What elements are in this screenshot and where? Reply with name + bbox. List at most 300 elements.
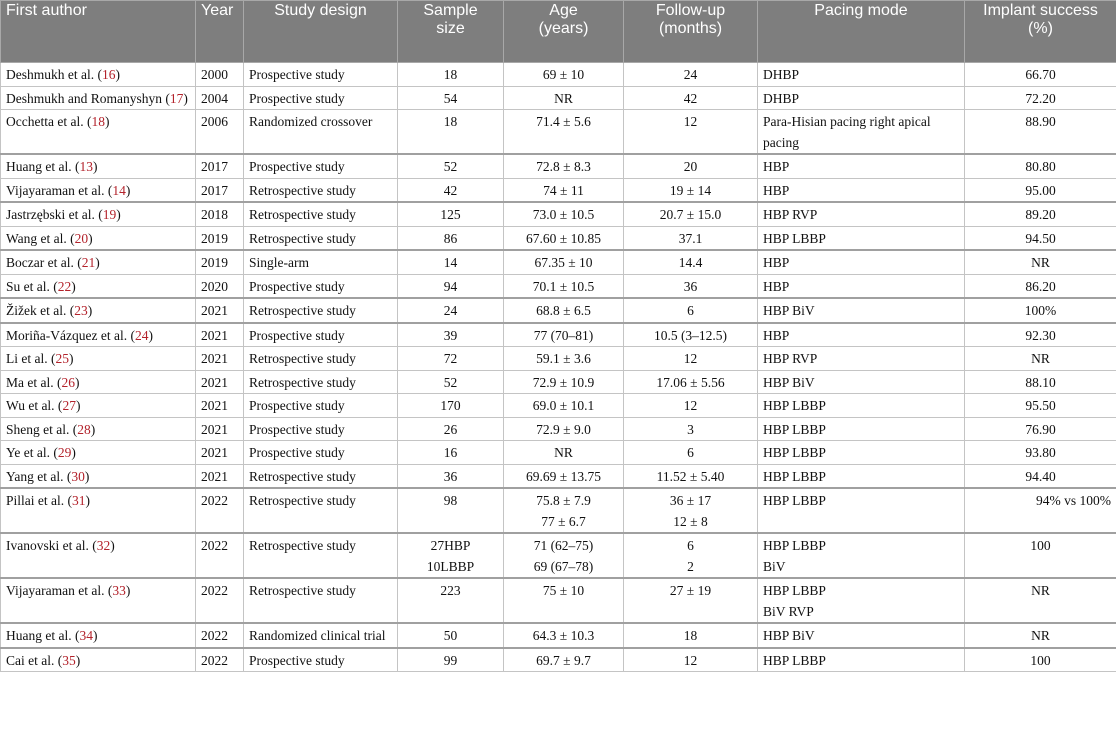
design-value: Prospective study xyxy=(249,445,345,460)
design-value: Retrospective study xyxy=(249,351,356,366)
cell-first-author xyxy=(1,178,196,202)
followup-value: 2 xyxy=(687,558,694,574)
cell-implant-success xyxy=(965,274,1116,298)
followup-value: 14.4 xyxy=(678,255,703,270)
cell-implant-success xyxy=(965,250,1116,274)
reference-link: 14 xyxy=(112,182,126,198)
cell-implant-success xyxy=(965,464,1116,488)
cell-year xyxy=(196,86,244,110)
cell-sample-size xyxy=(398,202,504,226)
age-value: NR xyxy=(554,445,573,460)
followup-value: 20 xyxy=(683,159,698,174)
author-name: Ma et al. ( xyxy=(6,374,62,390)
cell-sample-size xyxy=(398,370,504,394)
reference-link: 20 xyxy=(74,230,89,246)
cell-first-author xyxy=(1,250,196,274)
cell-first-author xyxy=(1,533,196,578)
header-text: Pacing mode xyxy=(814,2,908,19)
cell-first-author xyxy=(1,623,196,648)
followup-value: 19 ± 14 xyxy=(669,182,712,198)
age-value: 67.60 ± 10.85 xyxy=(526,230,601,246)
cell-study-design xyxy=(244,417,398,441)
age-value: 77 (70–81) xyxy=(533,327,594,343)
followup-value: 42 xyxy=(683,90,698,106)
year-value: 2019 xyxy=(201,255,228,270)
header-pacing-mode xyxy=(758,1,965,63)
author-name: Ye et al. ( xyxy=(6,445,58,460)
cell-study-design xyxy=(244,226,398,250)
success-value: 93.80 xyxy=(1025,445,1056,460)
cell-age xyxy=(504,274,624,298)
success-value: 94.50 xyxy=(1025,230,1056,246)
cell-pacing-mode xyxy=(758,202,965,226)
age-value: 71 (62–75) xyxy=(533,538,594,553)
reference-link: 23 xyxy=(74,303,88,318)
age-value: 69.69 ± 13.75 xyxy=(526,468,601,484)
age-value: 59.1 ± 3.6 xyxy=(536,351,591,366)
followup-value: 11.52 ± 5.40 xyxy=(656,468,725,484)
header-study-design xyxy=(244,1,398,63)
author-name: Ivanovski et al. ( xyxy=(6,538,97,553)
pacing-value: HBP BiV xyxy=(763,374,815,390)
pacing-value: DHBP xyxy=(763,90,800,106)
success-value: 80.80 xyxy=(1025,159,1056,174)
table-row xyxy=(1,226,1116,250)
design-value: Retrospective study xyxy=(249,182,356,198)
cell-age xyxy=(504,250,624,274)
cell-year xyxy=(196,623,244,648)
cell-age xyxy=(504,226,624,250)
author-close-paren: ) xyxy=(85,493,90,508)
pacing-value: HBP BiV xyxy=(763,628,815,643)
sample-value: 18 xyxy=(443,114,458,129)
design-value: Prospective study xyxy=(249,159,345,174)
cell-pacing-mode xyxy=(758,323,965,347)
cell-age xyxy=(504,417,624,441)
year-value: 2022 xyxy=(201,652,228,668)
cell-sample-size xyxy=(398,323,504,347)
sample-value: 10LBBP xyxy=(426,558,475,574)
year-value: 2004 xyxy=(201,90,228,106)
cell-follow-up xyxy=(624,464,758,488)
cell-sample-size xyxy=(398,441,504,465)
sample-value: 42 xyxy=(443,182,458,198)
cell-follow-up xyxy=(624,323,758,347)
reference-link: 29 xyxy=(57,445,72,460)
year-value: 2021 xyxy=(201,421,228,437)
author-name: Jastrzębski et al. ( xyxy=(6,207,103,222)
followup-value: 6 xyxy=(687,303,694,318)
followup-value: 10.5 (3–12.5) xyxy=(653,327,728,343)
cell-follow-up xyxy=(624,370,758,394)
cell-year xyxy=(196,464,244,488)
followup-value: 12 xyxy=(683,398,698,413)
cell-sample-size xyxy=(398,488,504,533)
success-value: 88.90 xyxy=(1025,114,1056,129)
cell-first-author xyxy=(1,417,196,441)
author-name: Moriña-Vázquez et al. ( xyxy=(6,327,135,343)
pacing-value: Para-Hisian pacing right apical pacing xyxy=(763,114,931,150)
cell-sample-size xyxy=(398,464,504,488)
table-row xyxy=(1,648,1116,672)
cell-age xyxy=(504,86,624,110)
author-close-paren: ) xyxy=(116,207,121,222)
design-value: Prospective study xyxy=(249,652,345,668)
sample-value: 36 xyxy=(443,468,458,484)
year-value: 2022 xyxy=(201,493,228,508)
pacing-value: BiV RVP xyxy=(763,603,814,619)
cell-pacing-mode xyxy=(758,250,965,274)
pacing-value: BiV xyxy=(763,558,786,574)
cell-year xyxy=(196,347,244,371)
cell-pacing-mode xyxy=(758,394,965,418)
cell-implant-success xyxy=(965,178,1116,202)
cell-first-author xyxy=(1,441,196,465)
cell-first-author xyxy=(1,464,196,488)
pacing-value: HBP LBBP xyxy=(763,652,826,668)
author-name: Wu et al. ( xyxy=(6,398,63,413)
author-name: Sheng et al. ( xyxy=(6,421,78,437)
cell-implant-success xyxy=(965,488,1116,533)
year-value: 2021 xyxy=(201,468,228,484)
cell-sample-size xyxy=(398,623,504,648)
header-row xyxy=(1,1,1116,63)
year-value: 2022 xyxy=(201,583,228,598)
author-name: Huang et al. ( xyxy=(6,628,80,643)
cell-pacing-mode xyxy=(758,533,965,578)
cell-implant-success xyxy=(965,298,1116,323)
header-text: Study design xyxy=(274,2,367,19)
age-value: 69.7 ± 9.7 xyxy=(536,652,591,668)
year-value: 2019 xyxy=(201,230,228,246)
cell-pacing-mode xyxy=(758,63,965,87)
cell-first-author xyxy=(1,298,196,323)
cell-age xyxy=(504,110,624,155)
pacing-value: HBP LBBP xyxy=(763,421,826,437)
followup-value: 17.06 ± 5.56 xyxy=(656,374,725,390)
cell-implant-success xyxy=(965,226,1116,250)
reference-link: 32 xyxy=(96,538,111,553)
cell-pacing-mode xyxy=(758,623,965,648)
cell-follow-up xyxy=(624,250,758,274)
cell-year xyxy=(196,323,244,347)
table-row xyxy=(1,110,1116,155)
cell-follow-up xyxy=(624,110,758,155)
author-close-paren: ) xyxy=(92,628,98,643)
success-value: 100 xyxy=(1030,538,1051,553)
table-row xyxy=(1,394,1116,418)
table-row xyxy=(1,63,1116,87)
year-value: 2018 xyxy=(201,207,228,222)
pacing-value: HBP xyxy=(763,255,790,270)
success-value: 92.30 xyxy=(1025,327,1056,343)
year-value: 2006 xyxy=(201,114,228,129)
cell-follow-up xyxy=(624,63,758,87)
cell-pacing-mode xyxy=(758,441,965,465)
pacing-value: HBP BiV xyxy=(763,303,815,318)
success-value: 66.70 xyxy=(1025,67,1056,82)
table-row xyxy=(1,298,1116,323)
age-value: 77 ± 6.7 xyxy=(541,513,586,529)
cell-age xyxy=(504,464,624,488)
reference-link: 19 xyxy=(102,207,117,222)
design-value: Prospective study xyxy=(249,327,345,343)
design-value: Retrospective study xyxy=(249,374,356,390)
cell-study-design xyxy=(244,250,398,274)
sample-value: 52 xyxy=(443,159,458,174)
pacing-value: HBP xyxy=(763,182,790,198)
author-close-paren: ) xyxy=(84,468,90,484)
sample-value: 18 xyxy=(443,67,458,82)
pacing-value: HBP LBBP xyxy=(763,398,826,413)
cell-pacing-mode xyxy=(758,578,965,623)
design-value: Retrospective study xyxy=(249,303,356,318)
cell-sample-size xyxy=(398,347,504,371)
age-value: 69.0 ± 10.1 xyxy=(532,398,595,413)
cell-age xyxy=(504,533,624,578)
pacing-value: HBP LBBP xyxy=(763,230,826,246)
cell-first-author xyxy=(1,488,196,533)
cell-age xyxy=(504,441,624,465)
cell-sample-size xyxy=(398,178,504,202)
cell-year xyxy=(196,298,244,323)
sample-value: 223 xyxy=(440,583,461,598)
cell-year xyxy=(196,394,244,418)
author-close-paren: ) xyxy=(71,445,76,460)
author-name: Cai et al. ( xyxy=(6,652,63,668)
success-value: 100% xyxy=(1024,303,1057,318)
cell-first-author xyxy=(1,226,196,250)
sample-value: 24 xyxy=(443,303,458,318)
age-value: 73.0 ± 10.5 xyxy=(532,207,595,222)
cell-year xyxy=(196,441,244,465)
author-close-paren: ) xyxy=(71,278,76,294)
success-value: 95.50 xyxy=(1025,398,1056,413)
year-value: 2020 xyxy=(201,278,228,294)
cell-implant-success xyxy=(965,202,1116,226)
age-value: 75 ± 10 xyxy=(542,583,585,598)
reference-link: 25 xyxy=(55,351,69,366)
table-row xyxy=(1,178,1116,202)
table-row xyxy=(1,370,1116,394)
sample-value: 98 xyxy=(443,493,458,508)
author-close-paren: ) xyxy=(90,421,96,437)
cell-study-design xyxy=(244,63,398,87)
author-close-paren: ) xyxy=(74,374,80,390)
success-value: 89.20 xyxy=(1025,207,1056,222)
sample-value: 86 xyxy=(443,230,458,246)
author-close-paren: ) xyxy=(68,351,74,366)
cell-study-design xyxy=(244,394,398,418)
cell-pacing-mode xyxy=(758,488,965,533)
cell-study-design xyxy=(244,347,398,371)
cell-year xyxy=(196,154,244,178)
cell-implant-success xyxy=(965,347,1116,371)
header-text: Age xyxy=(549,2,578,19)
header-text: Implant success xyxy=(983,2,1098,19)
cell-sample-size xyxy=(398,250,504,274)
cell-age xyxy=(504,323,624,347)
followup-value: 12 xyxy=(683,652,698,668)
followup-value: 12 xyxy=(683,114,698,129)
cell-year xyxy=(196,110,244,155)
age-value: 67.35 ± 10 xyxy=(534,255,593,270)
header-implant-success xyxy=(965,1,1116,63)
design-value: Retrospective study xyxy=(249,230,356,246)
sample-value: 72 xyxy=(443,351,458,366)
design-value: Prospective study xyxy=(249,421,345,437)
cell-first-author xyxy=(1,202,196,226)
cell-study-design xyxy=(244,370,398,394)
cell-pacing-mode xyxy=(758,226,965,250)
cell-pacing-mode xyxy=(758,347,965,371)
design-value: Retrospective study xyxy=(249,583,356,598)
cell-study-design xyxy=(244,578,398,623)
followup-value: 18 xyxy=(683,628,698,643)
cell-age xyxy=(504,370,624,394)
success-value: 95.00 xyxy=(1025,182,1056,198)
success-value: 94.40 xyxy=(1025,468,1056,484)
cell-follow-up xyxy=(624,202,758,226)
cell-follow-up xyxy=(624,226,758,250)
cell-study-design xyxy=(244,488,398,533)
sample-value: 16 xyxy=(443,445,458,460)
cell-follow-up xyxy=(624,274,758,298)
author-name: Vijayaraman et al. ( xyxy=(6,583,113,598)
cell-pacing-mode xyxy=(758,464,965,488)
author-name: Yang et al. ( xyxy=(6,468,72,484)
table-row xyxy=(1,488,1116,533)
year-value: 2017 xyxy=(201,182,228,198)
cell-implant-success xyxy=(965,154,1116,178)
reference-link: 16 xyxy=(101,67,116,82)
followup-value: 36 xyxy=(683,278,698,294)
table-row xyxy=(1,533,1116,578)
author-close-paren: ) xyxy=(95,255,100,270)
age-value: 72.9 ± 9.0 xyxy=(536,421,591,437)
cell-sample-size xyxy=(398,63,504,87)
design-value: Retrospective study xyxy=(249,468,356,484)
cell-first-author xyxy=(1,648,196,672)
cell-sample-size xyxy=(398,648,504,672)
reference-link: 34 xyxy=(79,628,93,643)
age-value: 74 ± 11 xyxy=(543,182,584,198)
table-row xyxy=(1,441,1116,465)
year-value: 2021 xyxy=(201,351,228,366)
cell-first-author xyxy=(1,110,196,155)
cell-implant-success xyxy=(965,648,1116,672)
year-value: 2022 xyxy=(201,628,228,643)
cell-first-author xyxy=(1,154,196,178)
cell-year xyxy=(196,417,244,441)
cell-pacing-mode xyxy=(758,298,965,323)
followup-value: 24 xyxy=(683,67,698,82)
age-value: 75.8 ± 7.9 xyxy=(536,493,591,508)
cell-first-author xyxy=(1,323,196,347)
year-value: 2000 xyxy=(201,67,228,82)
cell-pacing-mode xyxy=(758,178,965,202)
cell-first-author xyxy=(1,86,196,110)
cell-implant-success xyxy=(965,623,1116,648)
cell-sample-size xyxy=(398,578,504,623)
followup-value: 12 xyxy=(683,351,698,366)
author-close-paren: ) xyxy=(183,90,188,106)
author-name: Deshmukh and Romanyshyn ( xyxy=(6,90,170,106)
followup-value: 27 ± 19 xyxy=(669,583,712,598)
cell-sample-size xyxy=(398,226,504,250)
table-row xyxy=(1,323,1116,347)
cell-first-author xyxy=(1,370,196,394)
cell-age xyxy=(504,178,624,202)
author-close-paren: ) xyxy=(125,182,131,198)
header-text: (months) xyxy=(658,20,723,37)
reference-link: 30 xyxy=(71,468,85,484)
cell-first-author xyxy=(1,347,196,371)
sample-value: 39 xyxy=(443,327,458,343)
age-value: 72.9 ± 10.9 xyxy=(532,374,595,390)
cell-study-design xyxy=(244,648,398,672)
cell-sample-size xyxy=(398,417,504,441)
author-close-paren: ) xyxy=(148,327,153,343)
sample-value: 52 xyxy=(443,374,458,390)
cell-implant-success xyxy=(965,441,1116,465)
cell-year xyxy=(196,202,244,226)
reference-link: 21 xyxy=(81,255,96,270)
author-name: Deshmukh et al. ( xyxy=(6,67,102,82)
author-name: Occhetta et al. ( xyxy=(6,114,92,129)
cell-follow-up xyxy=(624,417,758,441)
cell-pacing-mode xyxy=(758,110,965,155)
cell-study-design xyxy=(244,298,398,323)
cell-sample-size xyxy=(398,110,504,155)
cell-follow-up xyxy=(624,648,758,672)
cell-follow-up xyxy=(624,441,758,465)
cell-follow-up xyxy=(624,394,758,418)
reference-link: 24 xyxy=(134,327,149,343)
reference-link: 26 xyxy=(61,374,75,390)
design-value: Randomized clinical trial xyxy=(249,628,386,643)
author-name: Li et al. ( xyxy=(6,351,56,366)
design-value: Retrospective study xyxy=(249,493,356,508)
cell-follow-up xyxy=(624,86,758,110)
success-value: 100 xyxy=(1030,652,1051,668)
cell-pacing-mode xyxy=(758,274,965,298)
success-value: 94% vs 100% xyxy=(1036,493,1111,508)
header-text: Year xyxy=(201,2,234,19)
cell-implant-success xyxy=(965,394,1116,418)
reference-link: 18 xyxy=(91,114,105,129)
cell-study-design xyxy=(244,86,398,110)
cell-year xyxy=(196,648,244,672)
cell-sample-size xyxy=(398,86,504,110)
age-value: 64.3 ± 10.3 xyxy=(532,628,595,643)
cell-pacing-mode xyxy=(758,154,965,178)
design-value: Randomized crossover xyxy=(249,114,373,129)
sample-value: 125 xyxy=(440,207,461,222)
header-text: (years) xyxy=(538,20,589,37)
author-close-paren: ) xyxy=(110,538,115,553)
cell-year xyxy=(196,250,244,274)
cell-follow-up xyxy=(624,178,758,202)
success-value: NR xyxy=(1031,351,1050,366)
author-name: Boczar et al. ( xyxy=(6,255,82,270)
author-close-paren: ) xyxy=(125,583,131,598)
reference-link: 17 xyxy=(169,90,184,106)
author-name: Su et al. ( xyxy=(6,278,58,294)
cell-implant-success xyxy=(965,110,1116,155)
reference-link: 27 xyxy=(62,398,76,413)
author-close-paren: ) xyxy=(92,159,98,174)
